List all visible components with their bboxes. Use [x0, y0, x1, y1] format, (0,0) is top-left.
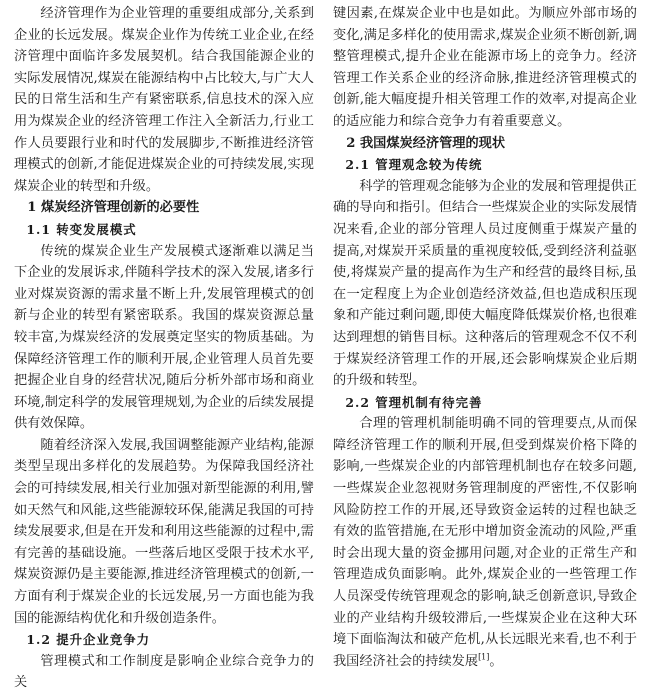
- left-column: [14, 3, 314, 691]
- paragraph-1-2-b: 键因素,在煤炭企业中也是如此。为顺应外部市场的变化,满足多样化的使用需求,煤炭企业须不断创新,调整管理模式,提升企业在能源市场上的竞争力。经济管理工作关系企业的经济命脉,推进经济管理模式的创新,能大幅度提升相关管理工作的效率,对提高企业的适应能力和综合竞争力有着重要意义。: [333, 6, 637, 129]
- subsection-2-1-heading: 2.1 管理观念较为传统: [345, 157, 483, 173]
- paragraph-2-1: 科学的管理观念能够为企业的发展和管理提供正确的导向和指引。但结合一些煤炭企业的实际发展情况来看,企业的部分管理人员过度侧重于煤炭产量的提高,对煤炭开采质量的重视度较低,受到经济利益驱使,将煤炭产量的提高作为生产和经营的最终目标,虽在一定程度上为企业创造经济效益,但也造成积压现象和产能过剩问题,即使大幅度降低煤炭价格,也很难达到理想的销售目标。这种落后的管理观念不仅不利于煤炭经济管理工作的开展,还会影响煤炭企业后期的升级和转型。: [333, 178, 637, 389]
- citation-marker: [1]: [478, 652, 490, 662]
- paragraph-2-2: [333, 413, 637, 672]
- subsection-1-1-heading: 1.1 转变发展模式: [26, 221, 137, 237]
- paragraph-1-1-b: 随着经济深入发展,我国调整能源产业结构,能源类型呈现出多样化的发展趋势。为保障我国经济社会的可持续发展,相关行业加强对新型能源的利用,譬如天然气和风能,这些能源较环保,能满足我国的可持续发展要求,但是在开发和利用这些能源的过程中,需有完善的基础设施。一些落后地区受限于技术水平,煤炭资源仍是主要能源,推进经济管理模式的创新,一方面有利于煤炭企业的长远发展,另一方面也能为我国的能源结构优化和升级创造条件。: [14, 437, 314, 626]
- section-2-heading: 2 我国煤炭经济管理的现状: [346, 135, 506, 151]
- intro-paragraph: 经济管理作为企业管理的重要组成部分,关系到企业的长远发展。煤炭企业作为传统工业企业,在经济管理中面临许多发展契机。结合我国能源企业的实际发展情况,煤炭在能源结构中占比较大,与广大人民的日常生活和生产有紧密联系,信息技术的深入应用为煤炭企业的经济管理工作注入全新活力,行业工作人员要跟行业和时代的发展脚步,不断推进经济管理模式的创新,才能促进煤炭企业的可持续发展,实现煤炭企业的转型和升级。: [14, 6, 314, 194]
- right-column: [333, 3, 637, 669]
- subsection-1-2-heading: 1.2 提升企业竞争力: [26, 632, 150, 648]
- paragraph-1-2-a: 管理模式和工作制度是影响企业综合竞争力的关: [14, 653, 314, 691]
- subsection-2-2-heading: 2.2 管理机制有待完善: [345, 394, 483, 410]
- paragraph-2-2-end: 。: [489, 653, 503, 669]
- section-1-heading: 1 煤炭经济管理创新的必要性: [27, 200, 200, 216]
- paragraph-1-1-a: 传统的煤炭企业生产发展模式逐渐难以满足当下企业的发展诉求,伴随科学技术的深入发展,诸多行业对煤炭资源的需求量不断上升,发展管理模式的创新与企业的转型有紧密联系。我国的煤炭资源总量较丰富,为煤炭经济的发展奠定坚实的物质基础。为保障经济管理工作的顺利开展,企业管理人员首先要把握企业自身的经营状况,随后分析外部市场和商业环境,制定科学的发展管理规划,为企业的后续发展提供有效保障。: [14, 243, 314, 432]
- paragraph-2-2-text: 合理的管理机制能明确不同的管理要点,从而保障经济管理工作的顺利开展,但受到煤炭价格下降的影响,一些煤炭企业的内部管理机制也存在较多问题,一些煤炭企业忽视财务管理制度的严密性,不仅影响风险防控工作的开展,还导致资金运转的过程也缺乏有效的监管措施,在无形中增加资金流动的风险,严重时会出现大量的资金挪用问题,对企业的正常生产和管理造成负面影响。此外,煤炭企业的一些管理工作人员深受传统管理观念的影响,缺乏创新意识,导致企业的产业结构升级较滞后,一些煤炭企业在这种大环境下面临淘汰和破产危机,从长远眼光来看,也不利于我国经济社会的持续发展: [333, 416, 637, 669]
